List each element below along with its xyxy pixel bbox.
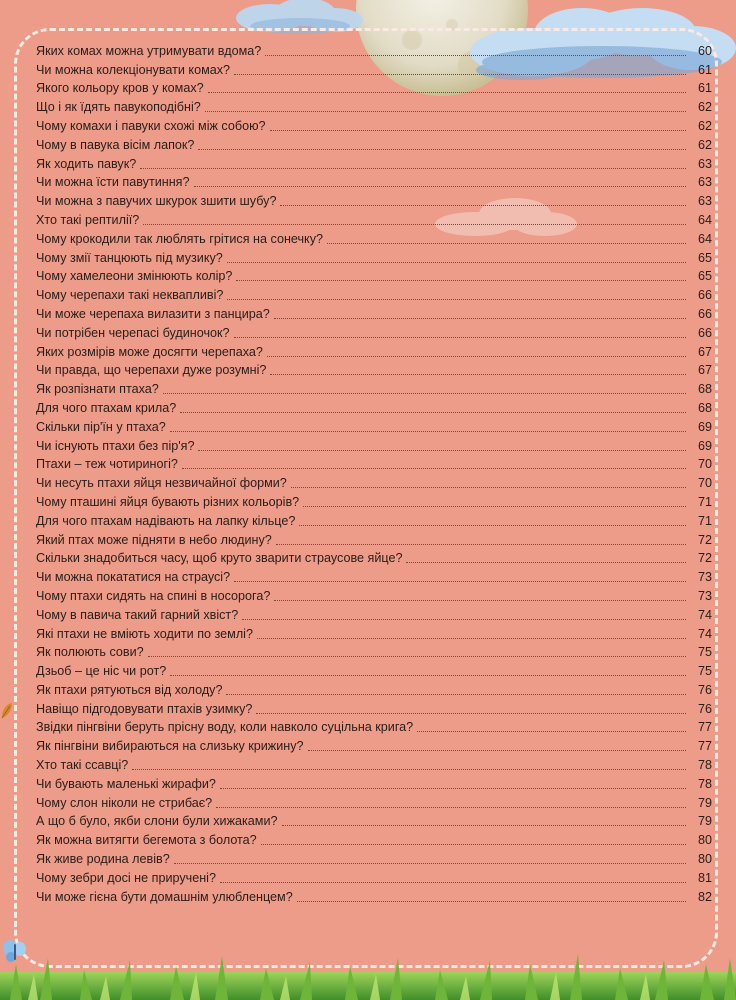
dot-leader — [267, 356, 686, 357]
toc-entry-title: Для чого птахам надівають на лапку кільце? — [36, 513, 296, 528]
toc-entry-title: Яких розмірів може досягти черепаха? — [36, 344, 263, 359]
toc-entry-title: Скільки знадобиться часу, щоб круто зварити страусове яйце? — [36, 551, 403, 566]
toc-entry — [36, 435, 712, 454]
toc-entry-page: 67 — [697, 363, 712, 378]
toc-entry-page: 61 — [697, 81, 712, 96]
dot-leader — [274, 318, 686, 319]
toc-entry-page: 64 — [697, 212, 712, 227]
dot-leader — [194, 186, 687, 187]
toc-entry-page: 80 — [697, 833, 712, 848]
toc-entry-page: 73 — [697, 588, 712, 603]
dot-leader — [265, 55, 686, 56]
toc-entry-page: 80 — [697, 852, 712, 867]
toc-entry — [36, 604, 712, 623]
dot-leader — [406, 562, 686, 563]
toc-entry-title: Чому комахи і павуки схожі між собою? — [36, 118, 266, 133]
toc-entry-title: Чому крокодили так люблять грітися на сонечку? — [36, 231, 323, 246]
dot-leader — [236, 280, 686, 281]
toc-entry-title: Чи потрібен черепасі будиночок? — [36, 325, 230, 340]
dot-leader — [220, 882, 686, 883]
table-of-contents — [36, 40, 712, 905]
toc-entry — [36, 115, 712, 134]
toc-entry-title: Чи можна з павучих шкурок зшити шубу? — [36, 194, 277, 209]
toc-entry-title: Навіщо підгодовувати птахів узимку? — [36, 701, 253, 716]
toc-entry-title: Як живе родина левів? — [36, 852, 170, 867]
dot-leader — [270, 130, 686, 131]
toc-entry-page: 64 — [697, 231, 712, 246]
toc-entry-title: Як ходить павук? — [36, 156, 137, 171]
dot-leader — [261, 844, 686, 845]
toc-entry-title: Як можна витягти бегемота з болота? — [36, 833, 257, 848]
toc-entry — [36, 284, 712, 303]
dot-leader — [276, 544, 686, 545]
toc-entry-page: 75 — [697, 664, 712, 679]
dot-leader — [417, 731, 686, 732]
dot-leader — [170, 675, 686, 676]
toc-entry — [36, 472, 712, 491]
toc-entry — [36, 303, 712, 322]
grass-illustration — [0, 930, 736, 1000]
toc-entry-title: Птахи – теж чотириногі? — [36, 457, 178, 472]
toc-entry-page: 73 — [697, 570, 712, 585]
toc-entry-page: 78 — [697, 776, 712, 791]
dot-leader — [274, 600, 686, 601]
toc-entry-page: 69 — [697, 419, 712, 434]
toc-entry-title: Як птахи рятуються від холоду? — [36, 682, 223, 697]
toc-entry-page: 68 — [697, 400, 712, 415]
toc-entry — [36, 679, 712, 698]
toc-entry — [36, 735, 712, 754]
toc-entry-title: Чи правда, що черепахи дуже розумні? — [36, 363, 267, 378]
toc-entry-title: Якого кольору кров у комах? — [36, 81, 204, 96]
toc-entry — [36, 829, 712, 848]
toc-entry-title: Як пінгвіни вибираються на слизьку крижину? — [36, 739, 304, 754]
toc-entry-page: 66 — [697, 288, 712, 303]
toc-entry-page: 75 — [697, 645, 712, 660]
toc-entry-page: 63 — [697, 194, 712, 209]
toc-entry-page: 62 — [697, 100, 712, 115]
dot-leader — [234, 337, 686, 338]
toc-entry-page: 71 — [697, 513, 712, 528]
toc-entry — [36, 623, 712, 642]
toc-entry-title: А що б було, якби слони були хижаками? — [36, 814, 278, 829]
toc-entry-page: 63 — [697, 156, 712, 171]
toc-entry-page: 68 — [697, 382, 712, 397]
dot-leader — [270, 374, 686, 375]
toc-entry-title: Чи можна їсти павутиння? — [36, 175, 190, 190]
dot-leader — [242, 619, 686, 620]
dot-leader — [291, 487, 686, 488]
toc-entry-title: Чому птахи сидять на спині в носорога? — [36, 588, 271, 603]
toc-entry-page: 66 — [697, 306, 712, 321]
toc-entry-title: Чи бувають маленькі жирафи? — [36, 776, 216, 791]
toc-entry-page: 74 — [697, 626, 712, 641]
toc-entry-page: 76 — [697, 701, 712, 716]
toc-entry-page: 60 — [697, 43, 712, 58]
toc-entry — [36, 792, 712, 811]
toc-entry-title: Як розпізнати птаха? — [36, 382, 159, 397]
dot-leader — [198, 450, 686, 451]
toc-entry — [36, 190, 712, 209]
toc-entry-page: 61 — [697, 62, 712, 77]
toc-entry-title: Чи може гієна бути домашнім улюбленцем? — [36, 889, 293, 904]
dot-leader — [227, 299, 686, 300]
dot-leader — [280, 205, 686, 206]
dot-leader — [143, 224, 686, 225]
toc-entry — [36, 698, 712, 717]
toc-entry-title: Звідки пінгвіни беруть прісну воду, коли навколо суцільна крига? — [36, 720, 414, 735]
toc-entry-page: 81 — [697, 870, 712, 885]
toc-entry — [36, 247, 712, 266]
toc-entry — [36, 40, 712, 59]
toc-entry-title: Який птах може підняти в небо людину? — [36, 532, 272, 547]
dot-leader — [216, 807, 686, 808]
toc-entry — [36, 886, 712, 905]
dot-leader — [198, 149, 686, 150]
toc-entry-title: Як полюють сови? — [36, 645, 144, 660]
toc-entry — [36, 491, 712, 510]
toc-entry — [36, 642, 712, 661]
toc-entry-page: 82 — [697, 889, 712, 904]
dot-leader — [163, 393, 686, 394]
toc-entry — [36, 172, 712, 191]
toc-entry-page: 65 — [697, 250, 712, 265]
toc-entry — [36, 510, 712, 529]
toc-entry-title: Чи можна колекціонувати комах? — [36, 62, 231, 77]
dot-leader — [282, 825, 686, 826]
toc-entry-page: 65 — [697, 269, 712, 284]
dot-leader — [132, 769, 686, 770]
toc-entry-page: 70 — [697, 476, 712, 491]
toc-entry-page: 72 — [697, 532, 712, 547]
toc-entry — [36, 416, 712, 435]
toc-entry-page: 63 — [697, 175, 712, 190]
toc-entry-page: 72 — [697, 551, 712, 566]
toc-entry-page: 71 — [697, 494, 712, 509]
toc-entry-title: Чому зебри досі не приручені? — [36, 870, 216, 885]
toc-entry — [36, 266, 712, 285]
toc-entry — [36, 397, 712, 416]
toc-entry — [36, 548, 712, 567]
leaf-icon — [0, 702, 14, 720]
toc-entry — [36, 717, 712, 736]
toc-entry-page: 79 — [697, 795, 712, 810]
dot-leader — [226, 694, 686, 695]
dot-leader — [182, 468, 686, 469]
toc-entry — [36, 59, 712, 78]
toc-entry-title: Чому черепахи такі неквапливі? — [36, 288, 224, 303]
toc-entry-title: Чи існують птахи без пір'я? — [36, 438, 195, 453]
toc-entry — [36, 773, 712, 792]
toc-entry — [36, 867, 712, 886]
toc-entry — [36, 228, 712, 247]
toc-entry-title: Що і як їдять павукоподібні? — [36, 100, 201, 115]
toc-entry-title: Яких комах можна утримувати вдома? — [36, 43, 262, 58]
dot-leader — [227, 262, 686, 263]
dot-leader — [299, 525, 686, 526]
toc-entry-page: 77 — [697, 739, 712, 754]
toc-entry — [36, 378, 712, 397]
dot-leader — [208, 92, 686, 93]
toc-entry — [36, 529, 712, 548]
toc-entry-title: Чому хамелеони змінюють колір? — [36, 269, 233, 284]
dot-leader — [220, 788, 686, 789]
toc-entry — [36, 848, 712, 867]
toc-entry-title: Чи можна покататися на страусі? — [36, 570, 231, 585]
toc-entry — [36, 209, 712, 228]
toc-entry — [36, 811, 712, 830]
toc-entry — [36, 96, 712, 115]
toc-entry — [36, 360, 712, 379]
toc-entry-page: 62 — [697, 137, 712, 152]
toc-entry — [36, 341, 712, 360]
toc-entry — [36, 660, 712, 679]
toc-entry-page: 76 — [697, 682, 712, 697]
toc-entry-title: Хто такі рептилії? — [36, 212, 140, 227]
toc-entry-title: Чому в павича такий гарний хвіст? — [36, 607, 239, 622]
toc-entry — [36, 585, 712, 604]
dot-leader — [170, 431, 686, 432]
toc-entry — [36, 754, 712, 773]
dot-leader — [303, 506, 686, 507]
toc-entry — [36, 322, 712, 341]
toc-entry-title: Хто такі ссавці? — [36, 758, 129, 773]
toc-entry-page: 74 — [697, 607, 712, 622]
toc-entry-page: 66 — [697, 325, 712, 340]
toc-entry-title: Чому в павука вісім лапок? — [36, 137, 195, 152]
dot-leader — [140, 168, 686, 169]
toc-entry — [36, 566, 712, 585]
toc-entry — [36, 78, 712, 97]
dot-leader — [205, 111, 686, 112]
dot-leader — [234, 74, 686, 75]
toc-entry-title: Скільки пір'їн у птаха? — [36, 419, 166, 434]
dot-leader — [257, 638, 686, 639]
toc-entry-page: 67 — [697, 344, 712, 359]
toc-entry-title: Чи може черепаха вилазити з панцира? — [36, 306, 270, 321]
toc-entry-title: Чому пташині яйця бувають різних кольорів? — [36, 494, 300, 509]
dot-leader — [256, 713, 686, 714]
toc-entry-page: 78 — [697, 758, 712, 773]
dot-leader — [148, 656, 686, 657]
toc-entry-page: 70 — [697, 457, 712, 472]
toc-entry-title: Чому слон ніколи не стрибає? — [36, 795, 213, 810]
dot-leader — [180, 412, 686, 413]
toc-entry-title: Для чого птахам крила? — [36, 400, 177, 415]
toc-entry — [36, 134, 712, 153]
toc-entry-page: 77 — [697, 720, 712, 735]
toc-entry-page: 62 — [697, 118, 712, 133]
toc-entry — [36, 153, 712, 172]
toc-entry-title: Чи несуть птахи яйця незвичайної форми? — [36, 476, 287, 491]
toc-entry-title: Чому змії танцюють під музику? — [36, 250, 223, 265]
toc-entry-title: Дзьоб – це ніс чи рот? — [36, 664, 167, 679]
dot-leader — [174, 863, 686, 864]
dot-leader — [234, 581, 686, 582]
dot-leader — [327, 243, 686, 244]
toc-entry-page: 79 — [697, 814, 712, 829]
toc-entry — [36, 454, 712, 473]
toc-entry-title: Які птахи не вміють ходити по землі? — [36, 626, 253, 641]
toc-entry-page: 69 — [697, 438, 712, 453]
dot-leader — [297, 901, 686, 902]
dot-leader — [308, 750, 686, 751]
